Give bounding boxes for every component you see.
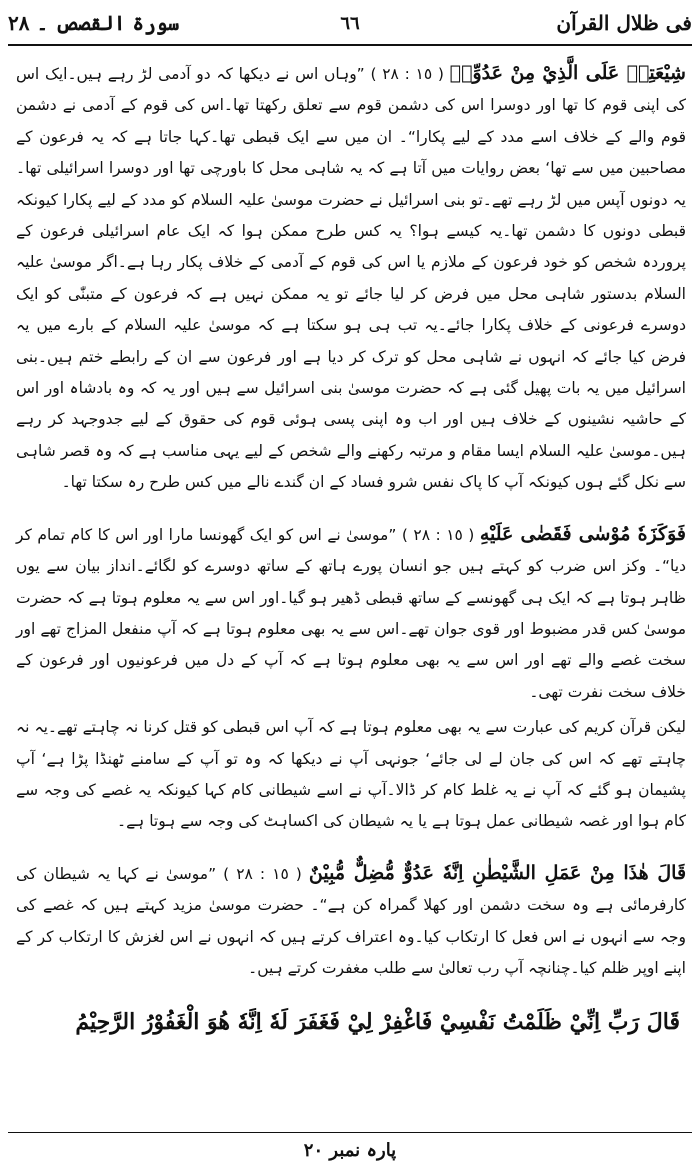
paragraph-3: [16, 712, 686, 838]
commentary-text: لیکن قرآن کریم کی عبارت سے یہ بھی معلوم ہوتا ہے کہ آپ اس قبطی کو قتل کرنا نہ چاہتے تھے۔یہ نہ چاہتے تھے کہ اس کی جان لے لی جائے‘ جونہی آپ نے دیکھا کہ وہ تو آپ کے سامنے ٹھنڈا پڑا ہے‘ آپ پشیمان ہو گئے کہ آپ نے یہ غلط کام کر ڈالا۔آپ نے اسے شیطانی کام کہا کیونکہ یہ غصے کی وجہ سے کام ہوا اور غصہ شیطانی عمل ہوتا ہے یا یہ شیطان کی اکساہٹ کی وجہ سے ہوتا ہے۔: [16, 718, 686, 831]
verse-reference: ( ١٥ : ٢٨ ): [223, 864, 302, 883]
footer-divider: [8, 1132, 692, 1133]
commentary-text: ”موسیٰ نے کہا یہ شیطان کی کارفرمائی ہے وہ سخت دشمن اور کھلا گمراہ کن ہے“۔ حضرت موسیٰ مزید کہتے ہیں کہ غصے کی وجہ سے انہوں نے اس فعل کا ارتکاب کیا۔وہ اعتراف کرتے ہیں کہ انہوں نے اس لغزش کا ارتکاب کر کے اپنے اوپر ظلم کیا۔چنانچہ آپ رب تعالیٰ سے طلب مغفرت کرتے ہیں۔: [16, 864, 686, 977]
paragraph-4: [16, 858, 686, 985]
paragraph-1: [16, 58, 686, 499]
quran-verse: فَوَكَزَهٗ مُوْسٰى فَقَضٰى عَلَيْهِ: [479, 522, 686, 545]
running-header: [8, 6, 692, 40]
closing-quran-verse: قَالَ رَبِّ اِنِّيْ ظَلَمْتُ نَفْسِيْ فَاغْفِرْ لِيْ فَغَفَرَ لَهٗ اِنَّهٗ هُوَ الْغَفُوْرُ الرَّحِيْمُ: [75, 1009, 680, 1036]
surah-label: سورۃ القصص ۔ ٢٨: [8, 11, 180, 35]
header-divider: [8, 44, 692, 46]
paragraph-gap: [16, 838, 686, 858]
quran-verse: شِيْعَتِهٖ عَلَى الَّذِيْ مِنْ عَدُوِّهٖ: [449, 62, 686, 84]
page-body: [16, 58, 686, 1042]
verse-reference: ( ١٥ : ٢٨ ): [401, 525, 475, 544]
page-number: ٦٦: [340, 12, 360, 34]
book-title: فی ظلال القرآن: [556, 11, 692, 35]
part-number: پارہ نمبر ٢٠: [303, 1140, 397, 1161]
verse-reference: ( ١٥ : ٢٨ ): [370, 65, 444, 83]
commentary-text: ”موسیٰ نے اس کو ایک گھونسا مارا اور اس کا کام تمام کر دیا“۔ وکز اس ضرب کو کہتے ہیں جو انسان پورے ہاتھ کے ساتھ دوسرے کو لگائے۔انداز بیان سے یوں ظاہر ہوتا ہے کہ ایک ہی گھونسے کے ساتھ قبطی ڈھیر ہو گیا۔اور اس سے یہ معلوم ہوتا ہے کہ حضرت موسیٰ کس قدر مضبوط اور قوی جوان تھے۔اس سے یہ بھی معلوم ہوتا ہے کہ آپ منفعل المزاج تھے اور سخت غصے والے تھے اور اس سے یہ بھی معلوم ہوتا ہے کہ آپ کے دل میں فرعونیوں اور فرعون کے خلاف سخت نفرت تھی۔: [16, 525, 686, 701]
paragraph-2: [16, 519, 686, 708]
commentary-text: ”وہاں اس نے دیکھا کہ دو آدمی لڑ رہے ہیں۔ایک اس کی اپنی قوم کا تھا اور دوسرا اس کی دشمن قوم سے تعلق رکھتا تھا۔اس کی قوم کے آدمی نے دشمن قوم والے کے خلاف اسے مدد کے لیے پکارا“۔ ان میں سے ایک قبطی تھا۔کہا جاتا ہے کہ یہ فرعون کے مصاحبین میں سے تھا‘ بعض روایات میں آتا ہے کہ یہ شاہی محل کا باورچی تھا اور دوسرا اسرائیلی تھا۔یہ دونوں آپس میں لڑ رہے تھے۔تو بنی اسرائیل نے حضرت موسیٰ علیہ السلام کو مدد کے لیے پکارا کیونکہ قبطی دونوں کا دشمن تھا۔یہ کیسے ہوا؟ یہ کس طرح ممکن ہوا کہ ایک عام اسرائیلی فرعون کے پروردہ شخص کو خود فرعون کے ملازم یا اس کی قوم کے آدمی کے خلاف پکار رہا ہے۔اگر موسیٰ علیہ السلام بدستور شاہی محل میں فرض کر لیا جائے تو یہ ممکن نہیں ہے کہ فرعون کے متبنّٰی کو ایک دوسرے فرعونی کے خلاف پکارا جائے۔یہ تب ہی ہو سکتا ہے کہ موسیٰ علیہ السلام کے بارے میں یہ فرض کیا جائے کہ انہوں نے شاہی محل کو ترک کر دیا ہے اور فرعون سے ان کے رابطے ختم ہیں۔بنی اسرائیل میں یہ بات پھیل گئی ہے کہ حضرت موسیٰ بنی اسرائیل سے ہیں اور یہ کہ وہ بادشاہ اور اس کے حاشیہ نشینوں کے خلاف ہیں اور اب وہ اپنی پسی ہوئی قوم کی حقوق کے لیے جدوجہد کر رہے ہیں۔موسیٰ علیہ السلام ایسا مقام و مرتبہ رکھنے والے شخص کے لیے یہی مناسب ہے کہ وہ قصر شاہی سے نکل گئے ہوں کیونکہ آپ کا پاک نفس شرو فساد کے ان گندے نالے میں کس طرح رہ سکتا تھا۔: [16, 65, 686, 492]
paragraph-gap: [16, 499, 686, 519]
quran-verse: قَالَ هٰذَا مِنْ عَمَلِ الشَّيْطٰنِ اِنَّهٗ عَدُوٌّ مُّضِلٌّ مُّبِيْنٌ: [308, 861, 687, 884]
